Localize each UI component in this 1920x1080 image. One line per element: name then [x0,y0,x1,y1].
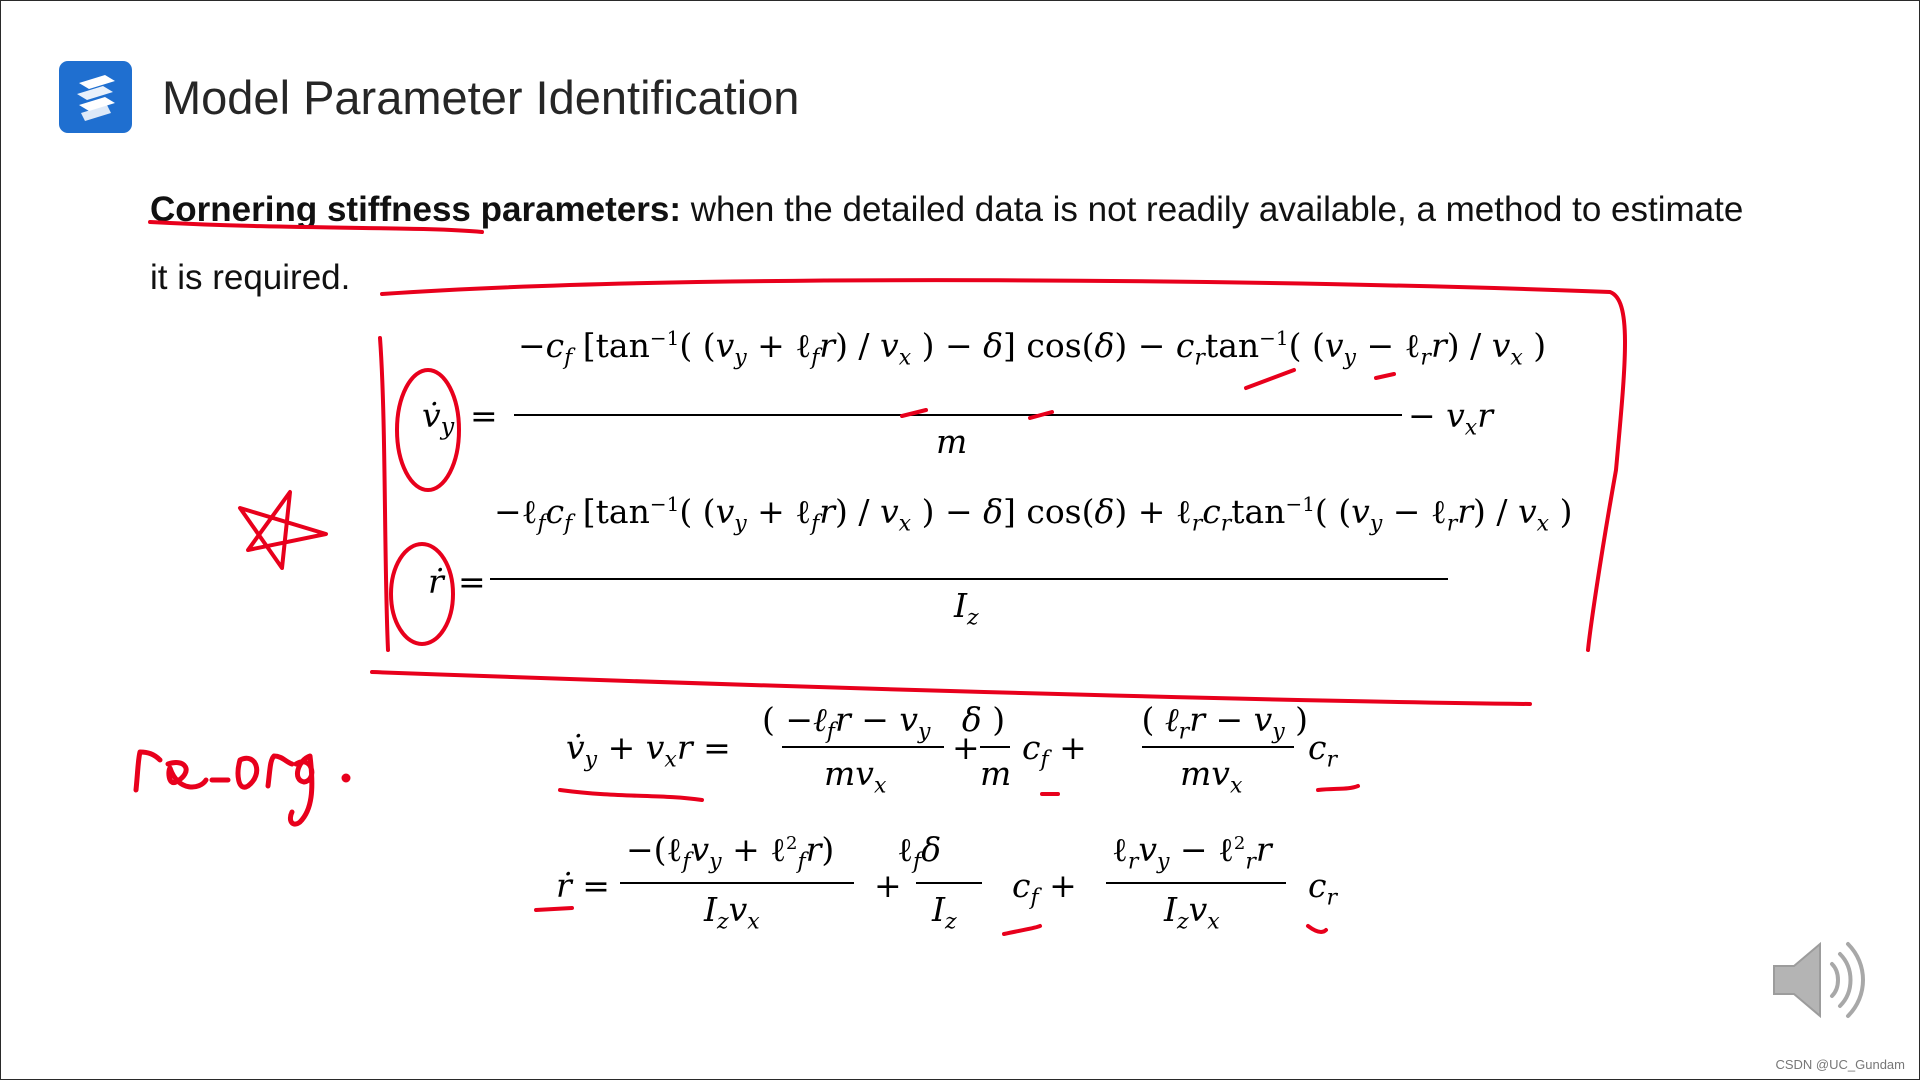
equation-vy-dot: $v̇_y$ = $-c_f$ [$\tan^{-1}$( ($v_y$ + ℓ$_f$r) / $v_x$ ) − δ] $\cos(\delta) - c_r\tan^{-1}$( ($v_y$ − ℓ$_r$r) / $v_x$ ) m − $v_xr$ [422,326,1547,461]
equation-reorg-r: ṙ = $-(\ell_fv_y$ + ℓ$^2_f$r) ℓ$_f$δ $I_zv_x$ + $I_z$ $c_f$ + $\ell_rv_y$ − ℓ$^2_r$r $I_zv_x$ $c_r$ [556,830,1338,935]
intro-rest: when the detailed data is not readily available, a method to estimate it is required. [150,190,1744,297]
speaker-icon[interactable] [1768,930,1868,1030]
logo-icon [59,61,132,133]
equation-reorg-vy: $v̇_y + v_xr$ = ( −ℓ$_f$r − $v_y$ δ ) ( ℓ$_r$r − $v_y$ ) $mv_x$ + m $c_f$ + $mv_x$ $c_r$ [566,700,1338,799]
watermark: CSDN @UC_Gundam [1775,1057,1905,1072]
intro-bold: Cornering stiffness parameters: [150,190,681,229]
slide-title: Model Parameter Identification [162,71,800,124]
equation-r-dot: ṙ = $-\ell_fc_f$ [$\tan^{-1}$( ($v_y$ + ℓ$_f$r) / $v_x$ ) − δ] $\cos(\delta) + \ell_rc_r\tan^{-1}$( ($v_y$ − ℓ$_r$r) / $v_x$ ) $I_z$ [428,492,1573,631]
intro-text [150,176,1770,312]
